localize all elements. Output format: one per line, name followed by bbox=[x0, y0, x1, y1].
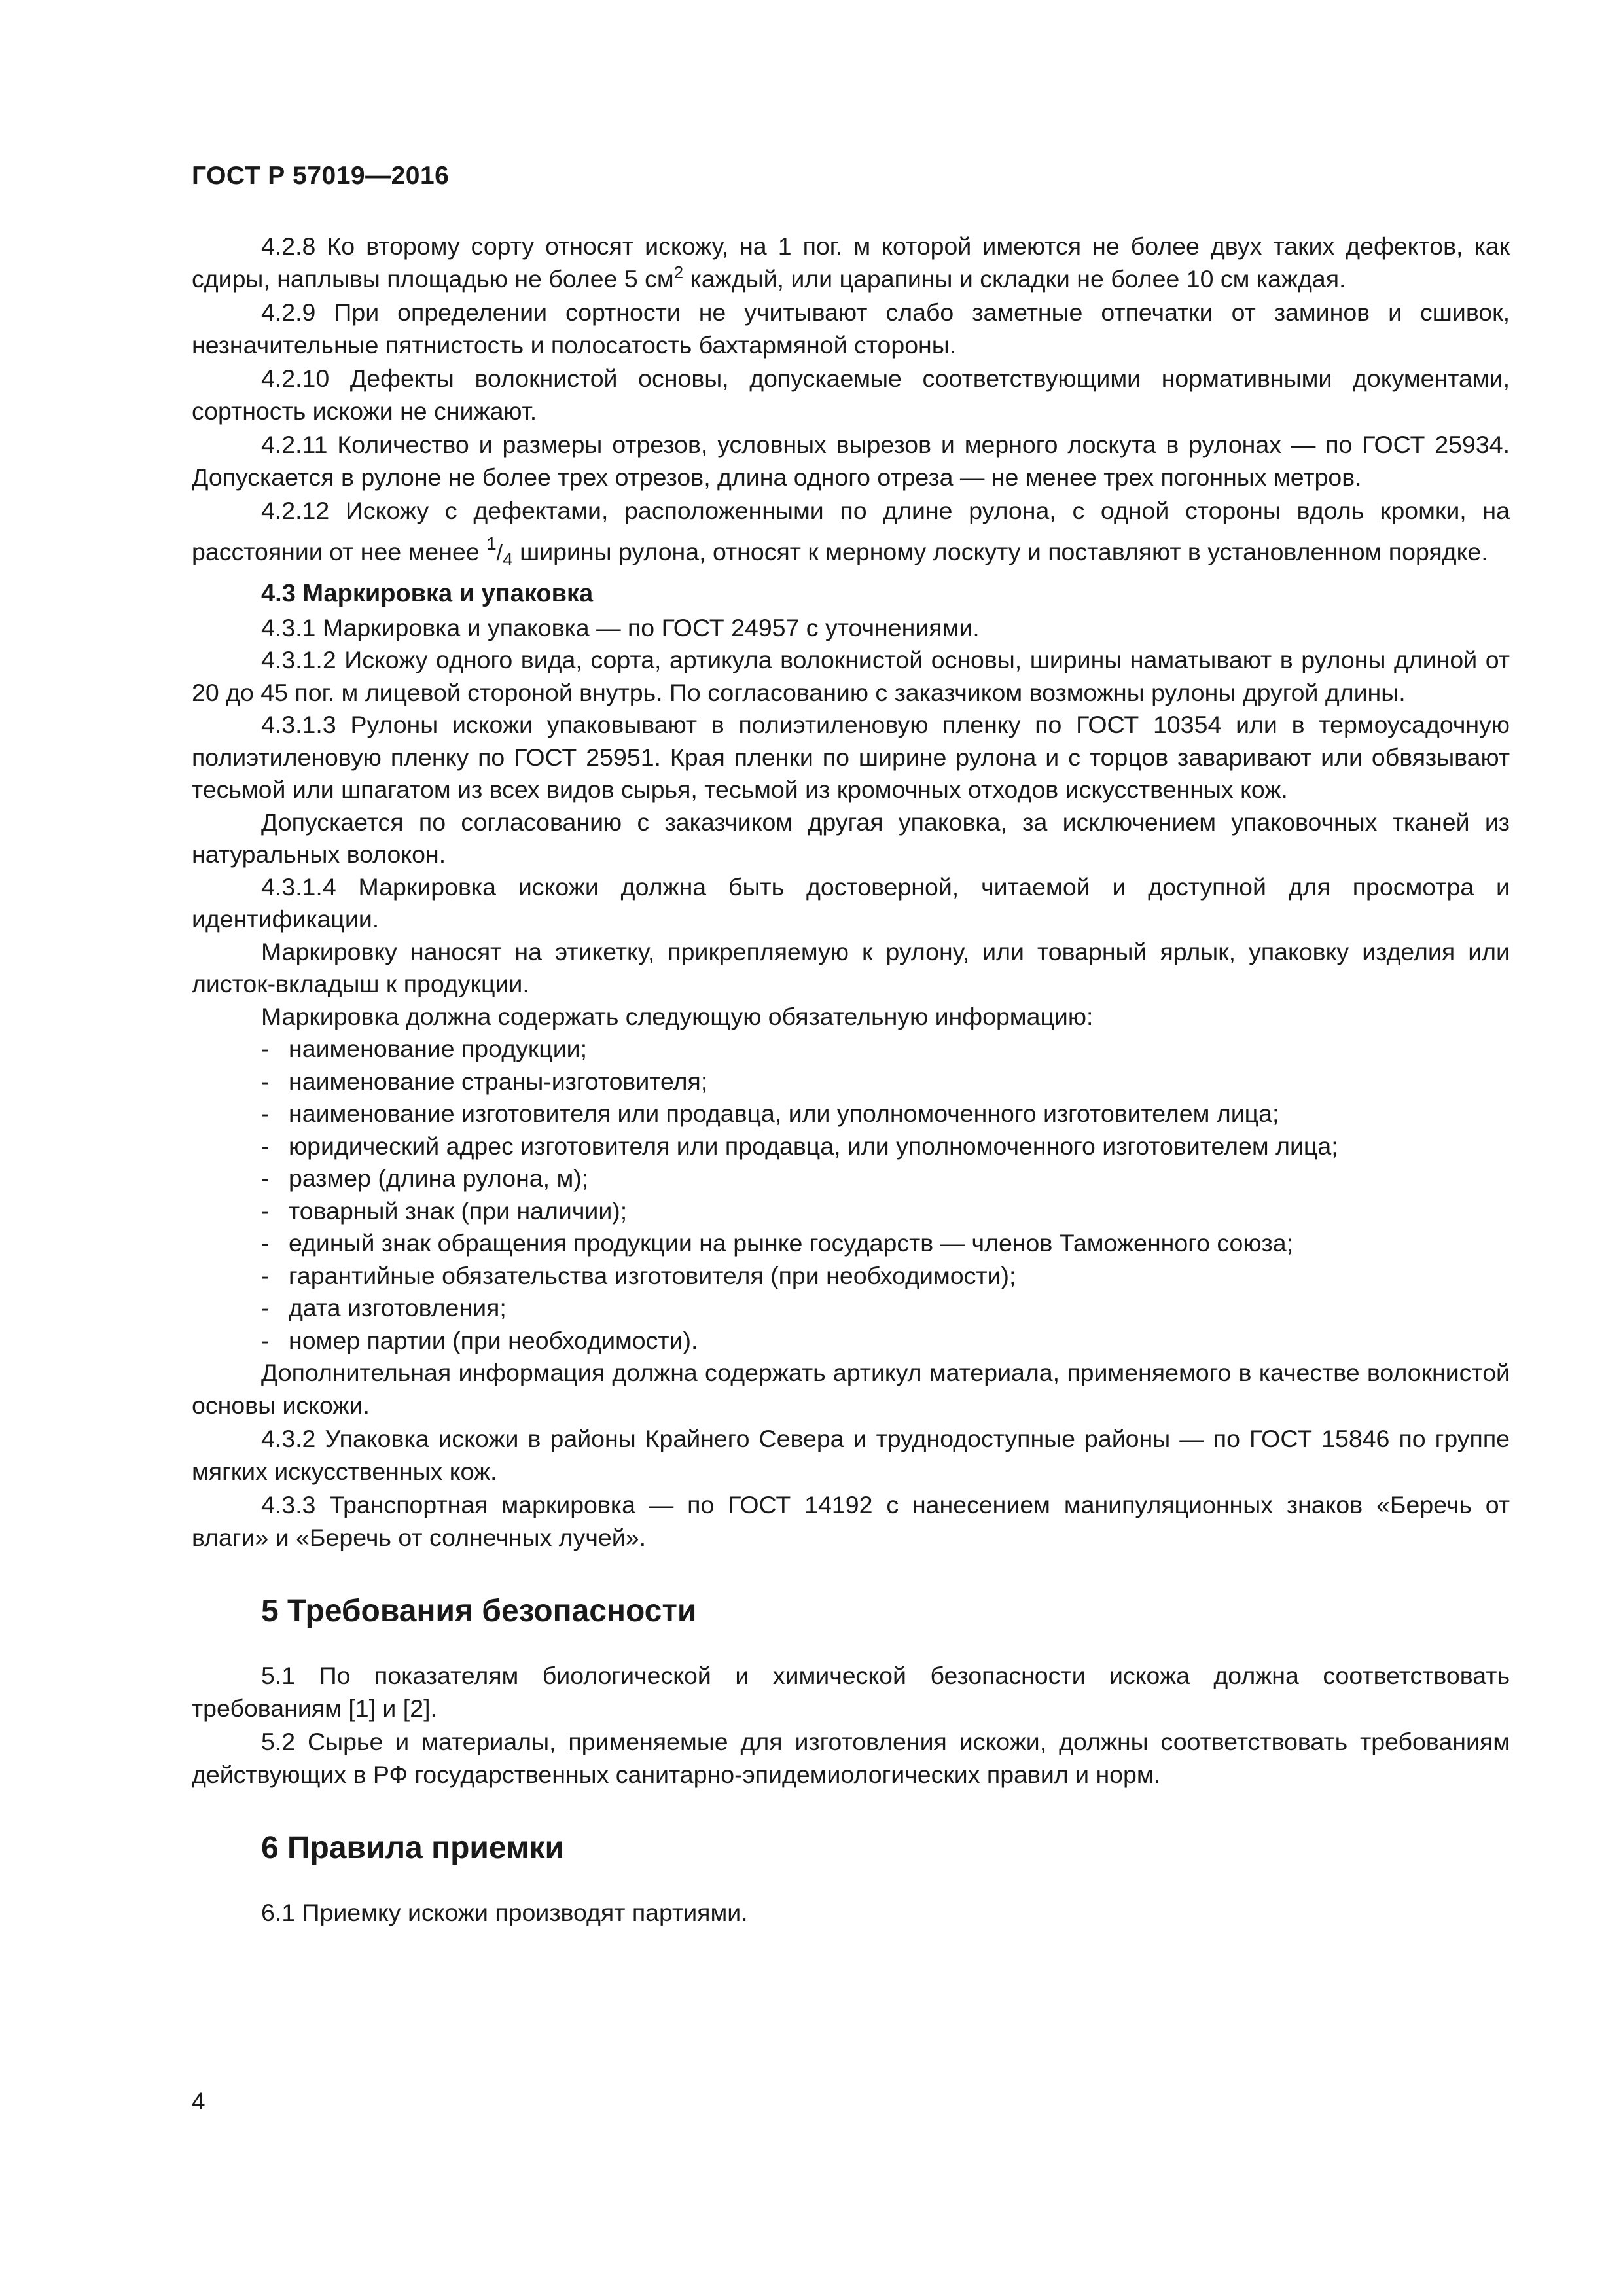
clause-4-2-8-text: 4.2.8 Ко второму сорту относят искожу, на 1 пог. м которой имеются не более двух таких дефектов, как сдиры, наплывы площадью не более 5 см bbox=[192, 232, 1510, 293]
list-item bbox=[261, 1098, 1510, 1130]
clause-4-3-1: 4.3.1 Маркировка и упаковка — по ГОСТ 24957 с уточнениями. bbox=[261, 613, 980, 641]
list-item-text: товарный знак (при наличии); bbox=[289, 1196, 628, 1225]
list-item-text: наименование страны-изготовителя; bbox=[289, 1067, 708, 1095]
dash-bullet: - bbox=[261, 1132, 270, 1160]
list-item bbox=[261, 1292, 1510, 1325]
fraction-numerator: 1 bbox=[486, 533, 497, 554]
clause-4-2-9: 4.2.9 При определении сортности не учитывают слабо заметные отпечатки от заминов и сшивок, незначительные пятнистость и полосатость бахтармяной стороны. bbox=[192, 298, 1510, 359]
clause-4-2-11: 4.2.11 Количество и размеры отрезов, условных вырезов и мерного лоскута в рулонах — по ГОСТ 25934. Допускается в рулоне не более трех отрезов, длина одного отреза — не менее трех погонных метров. bbox=[192, 431, 1510, 491]
clause-4-3-1-2: 4.3.1.2 Искожу одного вида, сорта, артикула волокнистой основы, ширины наматывают в рулоны длиной от 20 до 45 пог. м лицевой стороной внутрь. По согласованию с заказчиком возможны рулоны другой длины. bbox=[192, 646, 1510, 706]
list-item bbox=[261, 1066, 1510, 1098]
dash-bullet: - bbox=[261, 1229, 270, 1257]
page-number: 4 bbox=[192, 2088, 205, 2115]
dash-bullet: - bbox=[261, 1035, 270, 1062]
list-item bbox=[261, 1325, 1510, 1357]
clause-5-2: 5.2 Сырье и материалы, применяемые для изготовления искожи, должны соответствовать требованиям действующих в РФ государственных санитарно-эпидемиологических правил и норм. bbox=[192, 1728, 1510, 1788]
list-item-text: наименование продукции; bbox=[289, 1035, 588, 1062]
clause-4-2-12-text-end: ширины рулона, относят к мерному лоскуту и поставляют в установленном порядке. bbox=[512, 537, 1488, 565]
list-item bbox=[261, 1260, 1510, 1293]
paragraph-marking-contents: Маркировка должна содержать следующую обязательную информацию: bbox=[261, 1002, 1094, 1030]
list-item-text: юридический адрес изготовителя или продавца, или уполномоченного изготовителем лица; bbox=[289, 1132, 1338, 1160]
clause-4-3-1-4: 4.3.1.4 Маркировка искожи должна быть достоверной, читаемой и доступной для просмотра и идентификации. bbox=[192, 872, 1510, 933]
list-item-text: размер (длина рулона, м); bbox=[289, 1164, 589, 1192]
paragraph-packaging: Допускается по согласованию с заказчиком другая упаковка, за исключением упаковочных тканей из натуральных волокон. bbox=[192, 808, 1510, 868]
clause-4-3-2: 4.3.2 Упаковка искожи в районы Крайнего Севера и труднодоступные районы — по ГОСТ 15846 по группе мягких искусственных кож. bbox=[192, 1425, 1510, 1485]
list-item-text: наименование изготовителя или продавца, или уполномоченного изготовителем лица; bbox=[289, 1100, 1279, 1127]
clause-4-2-8-text-end: каждый, или царапины и складки не более 10 см каждая. bbox=[683, 264, 1346, 293]
section-5-title: 5 Требования безопасности bbox=[261, 1594, 697, 1628]
fraction-one-quarter bbox=[486, 533, 513, 569]
paragraph-additional-info: Дополнительная информация должна содержать артикул материала, применяемого в качестве волокнистой основы искожи. bbox=[192, 1359, 1510, 1419]
list-item-text: номер партии (при необходимости). bbox=[289, 1326, 698, 1354]
clause-4-2-10: 4.2.10 Дефекты волокнистой основы, допускаемые соответствующими нормативными документами, сортность искожи не снижают. bbox=[192, 365, 1510, 425]
dash-bullet: - bbox=[261, 1196, 270, 1225]
clause-5-1: 5.1 По показателям биологической и химической безопасности искожа должна соответствовать требованиям [1] и [2]. bbox=[192, 1662, 1510, 1722]
clause-4-2-8 bbox=[192, 230, 1510, 295]
fraction-slash: / bbox=[496, 540, 503, 565]
clause-4-3-3: 4.3.3 Транспортная маркировка — по ГОСТ 14192 с нанесением манипуляционных знаков «Беречь от влаги» и «Беречь от солнечных лучей». bbox=[192, 1491, 1510, 1551]
list-item bbox=[261, 1130, 1510, 1163]
list-item-text: единый знак обращения продукции на рынке государств — членов Таможенного союза; bbox=[289, 1229, 1293, 1257]
dash-bullet: - bbox=[261, 1261, 270, 1289]
superscript-2: 2 bbox=[673, 262, 684, 282]
running-header: ГОСТ Р 57019—2016 bbox=[192, 162, 450, 190]
marking-info-list bbox=[192, 1033, 1510, 1357]
clause-4-2-12-text: 4.2.12 Искожу с дефектами, расположенными по длине рулона, с одной стороны вдоль кромки, на расстоянии от нее менее bbox=[192, 497, 1510, 565]
dash-bullet: - bbox=[261, 1067, 270, 1095]
clause-4-2-12 bbox=[192, 495, 1510, 575]
list-item-text: гарантийные обязательства изготовителя (при необходимости); bbox=[289, 1261, 1016, 1289]
page-content bbox=[192, 230, 1510, 1929]
list-item bbox=[261, 1162, 1510, 1195]
clause-6-1: 6.1 Приемку искожи производят партиями. bbox=[261, 1899, 748, 1926]
list-item bbox=[261, 1195, 1510, 1228]
section-6-title: 6 Правила приемки bbox=[261, 1831, 565, 1865]
list-item bbox=[261, 1033, 1510, 1066]
dash-bullet: - bbox=[261, 1164, 270, 1192]
paragraph-label-placement: Маркировку наносят на этикетку, прикрепляемую к рулону, или товарный ярлык, упаковку изделия или листок-вкладыш к продукции. bbox=[192, 937, 1510, 997]
dash-bullet: - bbox=[261, 1100, 270, 1127]
dash-bullet: - bbox=[261, 1326, 270, 1354]
fraction-denominator: 4 bbox=[503, 548, 513, 569]
list-item-text: дата изготовления; bbox=[289, 1294, 507, 1321]
list-item bbox=[261, 1227, 1510, 1260]
clause-4-3-1-3: 4.3.1.3 Рулоны искожи упаковывают в полиэтиленовую пленку по ГОСТ 10354 или в термоусадочную полиэтиленовую пленку по ГОСТ 25951. Края пленки по ширине рулона и с торцов заваривают или обвязывают тесьмой или шпагатом из всех видов сырья, тесьмой из кромочных отходов искусственных кож. bbox=[192, 711, 1510, 803]
dash-bullet: - bbox=[261, 1294, 270, 1321]
subsection-4-3-title: 4.3 Маркировка и упаковка bbox=[261, 580, 594, 607]
